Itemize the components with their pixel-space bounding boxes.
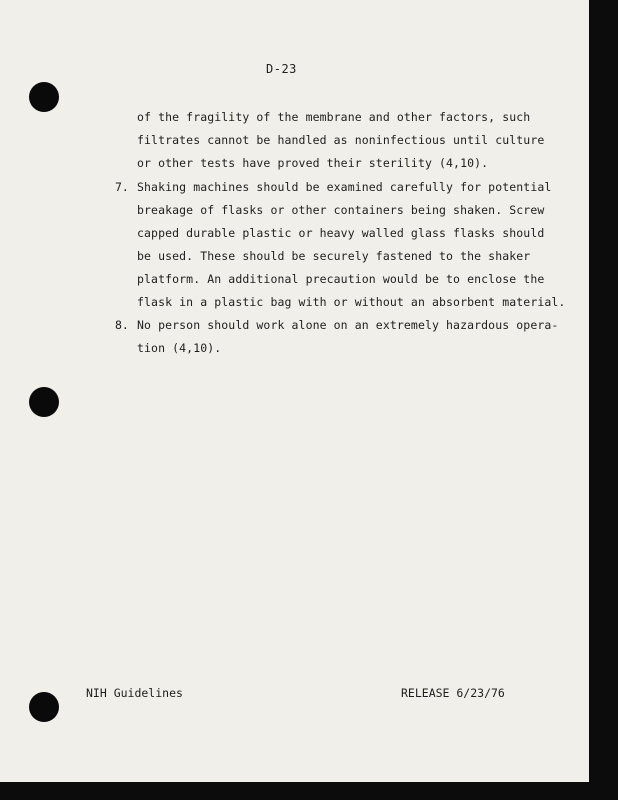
scan-border-right bbox=[589, 0, 618, 800]
binder-hole bbox=[29, 82, 59, 112]
scan-border-bottom bbox=[0, 782, 618, 800]
page-number: D-23 bbox=[266, 62, 297, 76]
item-number: 7. bbox=[115, 180, 129, 194]
text-line: Shaking machines should be examined carefully for potential bbox=[137, 180, 552, 194]
text-line: flask in a plastic bag with or without an absorbent material. bbox=[137, 295, 566, 309]
text-line: breakage of flasks or other containers being shaken. Screw bbox=[137, 203, 545, 217]
text-line: or other tests have proved their sterility (4,10). bbox=[137, 156, 489, 170]
footer-right: RELEASE 6/23/76 bbox=[401, 686, 505, 700]
footer-left: NIH Guidelines bbox=[86, 686, 183, 700]
text-line: be used. These should be securely fastened to the shaker bbox=[137, 249, 531, 263]
text-line: tion (4,10). bbox=[137, 341, 222, 355]
text-line: No person should work alone on an extremely hazardous opera- bbox=[137, 318, 559, 332]
text-line: platform. An additional precaution would be to enclose the bbox=[137, 272, 545, 286]
item-number: 8. bbox=[115, 318, 129, 332]
text-line: of the fragility of the membrane and other factors, such bbox=[137, 110, 531, 124]
binder-hole bbox=[29, 387, 59, 417]
text-line: capped durable plastic or heavy walled glass flasks should bbox=[137, 226, 545, 240]
text-line: filtrates cannot be handled as noninfectious until culture bbox=[137, 133, 545, 147]
binder-hole bbox=[29, 692, 59, 722]
